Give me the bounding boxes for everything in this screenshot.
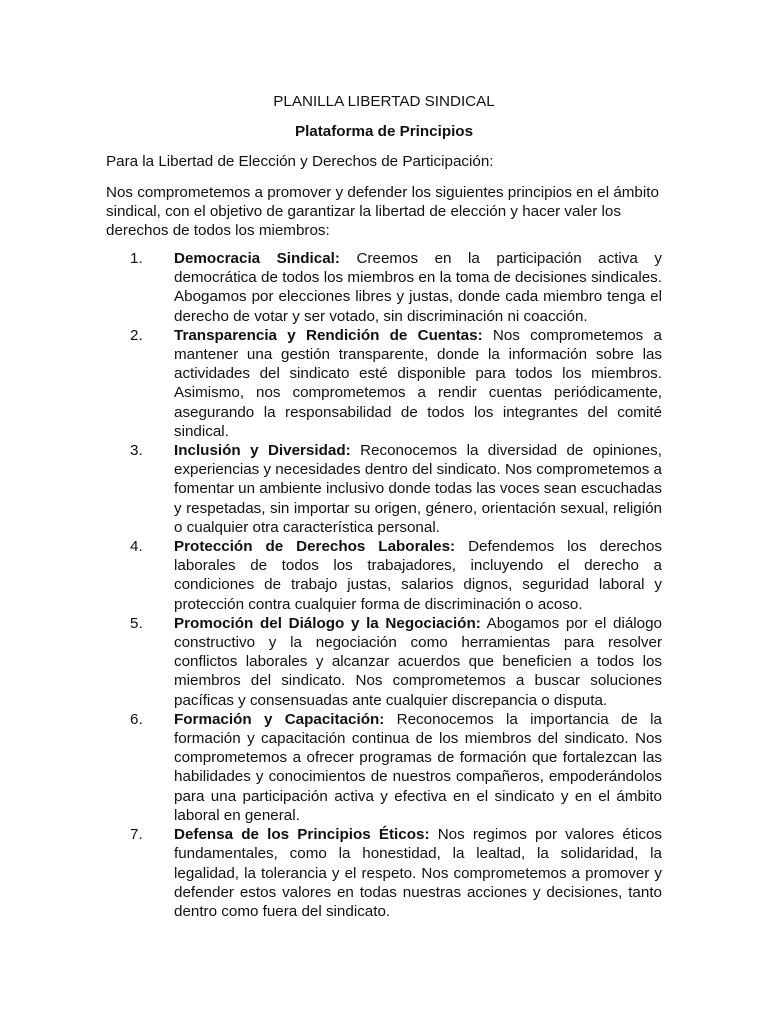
principle-number: 2.: [130, 326, 143, 344]
principle-text: Abogamos por el diálogo constructivo y la negociación como herramientas para resolver conflictos laborales y alcanzar acuerdos que beneficien a todos los miembros del sindicato. Nos comprometemos a buscar soluciones pacíficas y consensuadas ante cualquier discrepancia o disputa.: [174, 614, 662, 709]
principle-title: Promoción del Diálogo y la Negociación:: [174, 614, 481, 632]
principle-title: Formación y Capacitación:: [174, 710, 385, 728]
principle-title: Protección de Derechos Laborales:: [174, 538, 456, 556]
principle-text: Creemos en la participación activa y democrática de todos los miembros en la toma de decisiones sindicales. Abogamos por elecciones libres y justas, donde cada miembro tenga el derecho de votar y ser votado, sin discriminación ni coacción.: [174, 250, 662, 325]
principle-item-5: [106, 614, 662, 710]
principle-number: 4.: [130, 538, 143, 556]
intro-line: Para la Libertad de Elección y Derechos de Participación:: [106, 153, 494, 170]
document-subtitle: Plataforma de Principios: [294, 123, 474, 140]
principle-title: Democracia Sindical:: [174, 250, 340, 267]
principle-item-1: [106, 249, 662, 326]
document-title: PLANILLA LIBERTAD SINDICAL: [273, 93, 495, 110]
principle-text: Defendemos los derechos laborales de todos los trabajadores, incluyendo el derecho a condiciones de trabajo justas, salarios dignos, seguridad laboral y protección contra cualquier forma de discriminación o acoso.: [174, 538, 662, 613]
principle-item-2: [106, 326, 662, 441]
document-page: [106, 92, 662, 921]
principle-number: 7.: [130, 826, 143, 844]
principle-number: 6.: [130, 710, 143, 728]
principle-item-3: [106, 441, 662, 537]
principle-text: Reconocemos la importancia de la formación y capacitación continua de los miembros del sindicato. Nos comprometemos a ofrecer programas de formación que fortalezcan las habilidades y conocimientos de nuestros compañeros, empoderándolos para una participación activa y efectiva en el sindicato y en el ámbito laboral en general.: [174, 710, 663, 824]
principle-text: Nos regimos por valores éticos fundamentales, como la honestidad, la lealtad, la solidaridad, la legalidad, la tolerancia y el respeto. Nos comprometemos a promover y defender estos valores en todas nuestras acciones y decisiones, tanto dentro como fuera del sindicato.: [174, 826, 662, 920]
principle-title: Inclusión y Diversidad:: [174, 442, 351, 460]
principles-list: [106, 249, 662, 921]
principle-number: 1.: [130, 250, 143, 267]
principle-number: 5.: [130, 614, 143, 632]
principle-item-7: [106, 825, 662, 921]
principle-text: Reconocemos la diversidad de opiniones, experiencias y necesidades dentro del sindicato. Nos comprometemos a fomentar un ambiente inclusivo donde todas las voces sean escuchadas y respetadas, sin importar su origen, género, orientación sexual, religión o cualquier otra característica personal.: [174, 442, 662, 536]
principle-item-4: [106, 537, 662, 614]
principle-title: Defensa de los Principios Éticos:: [174, 826, 430, 844]
principle-title: Transparencia y Rendición de Cuentas:: [174, 326, 483, 344]
principle-item-6: [106, 710, 662, 825]
principle-text: Nos comprometemos a mantener una gestión transparente, donde la información sobre las actividades del sindicato esté disponible para todos los miembros. Asimismo, nos comprometemos a rendir cuentas periódicamente, asegurando la responsabilidad de todos los integrantes del comité sindical.: [174, 326, 662, 440]
principle-number: 3.: [130, 442, 143, 460]
intro-paragraph: Nos comprometemos a promover y defender los siguientes principios en el ámbito sindical, con el objetivo de garantizar la libertad de elección y hacer valer los derechos de todos los miembros:: [106, 184, 659, 239]
